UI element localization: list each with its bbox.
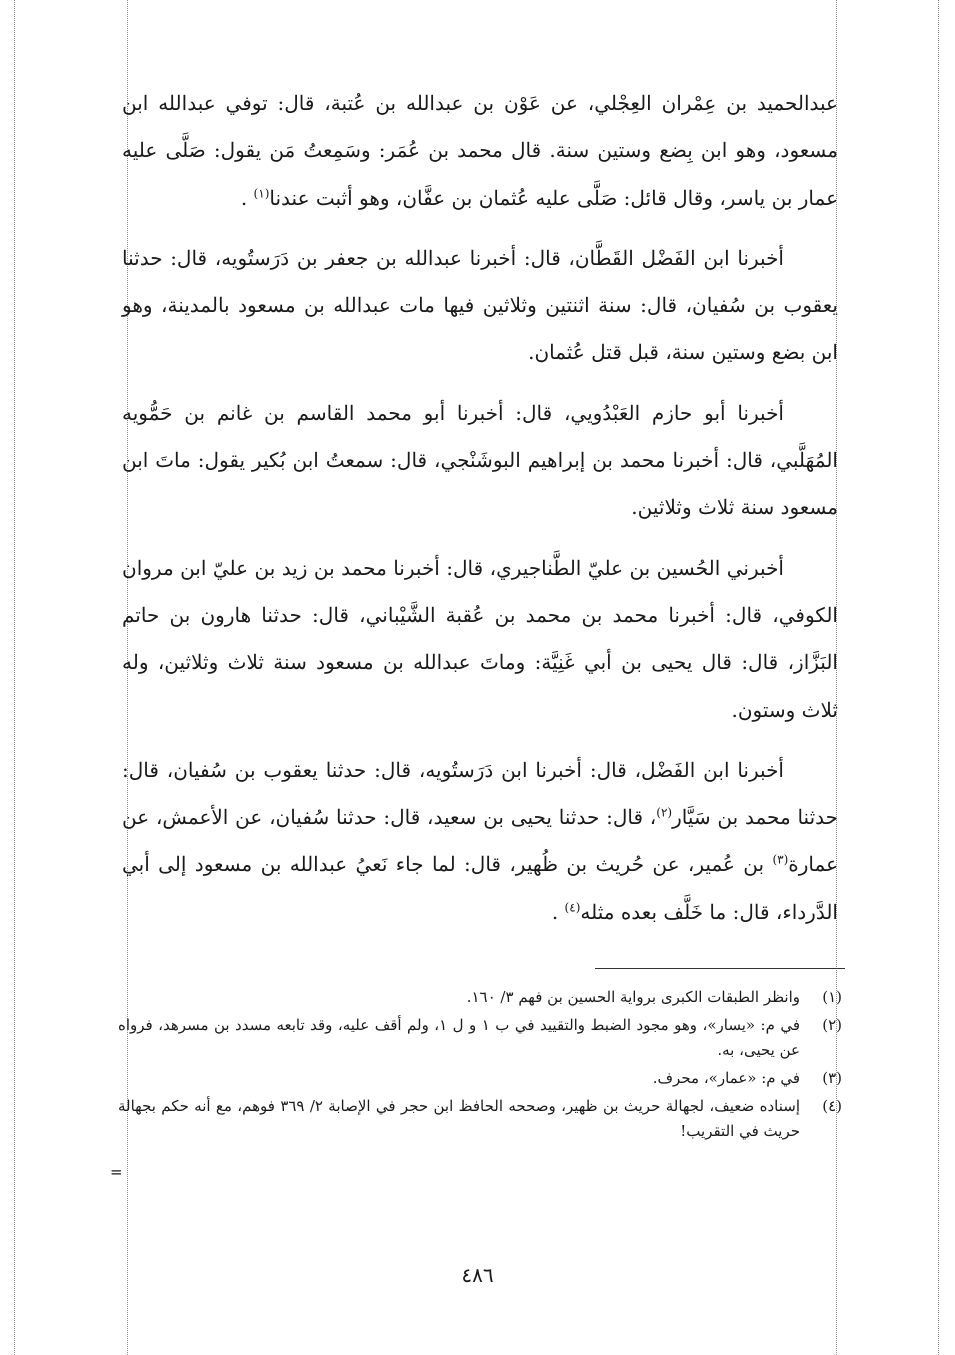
footnote-text: وانظر الطبقات الكبرى برواية الحسين بن فهم ٣/ ١٦٠. [466,988,800,1006]
continuation-mark: = [110,1163,123,1181]
footnote-separator [595,968,845,969]
footnotes [118,985,842,1147]
footnote-number: (٣) [822,1069,842,1087]
paragraph: أخبرني الحُسين بن عليّ الطَّناجيري، قال: أخبرنا محمد بن زيد بن عليّ ابن مروان الكوفي، قال: أخبرنا محمد بن محمد بن عُقبة الشَّيْباني، قال: حدثنا هارون بن حاتم البَزَّاز، قال: قال يحيى بن أبي غَنِيَّة: وماتَ عبدالله بن مسعود سنة ثلاث وثلاثين، وله ثلاث وستون. [122,555,838,722]
footnote-ref: (٣) [772,852,789,867]
footnote-ref: (١) [253,185,270,200]
footnote [118,1066,842,1091]
footnote-text: في م: «يسار»، وهو مجود الضبط والتقييد في ب ١ و ل ١، ولم أقف عليه، وقد تابعه مسدد بن مسرهد، فرواه عن يحيى، به. [118,1016,801,1059]
footnote [118,1013,842,1063]
margin-guide-line [14,0,15,1355]
paragraph: أخبرنا ابن الفَضْل، قال: أخبرنا ابن دَرَستُويه، قال: حدثنا يعقوب بن سُفيان، قال: حدثنا محمد بن سَيَّار$^{(٢)}$، قال: حدثنا يحيى بن سعيد، قال: حدثنا سُفيان، عن الأعمش، عن عمارة$^{(٣)}$ بن عُمير، عن حُريث بن ظُهير، قال: لما جاء نَعيُ عبدالله بن مسعود إلى أبي الدَّرداء، قال: ما خَلَّف بعده مثله$^{(٤)}$ . [122,757,839,924]
footnote-number: (٢) [822,1016,842,1034]
footnote-text: إسناده ضعيف، لجهالة حريث بن ظهير، وصححه الحافظ ابن حجر في الإصابة ٢/ ٣٦٩ فوهم، مع أنه حكم بجهالة حريث في التقريب! [118,1097,800,1140]
footnote [118,1094,842,1144]
footnote-number: (١) [822,988,842,1006]
footnote [118,985,842,1010]
footnote-ref: (٤) [564,900,581,915]
page-number: ٤٨٦ [461,1263,494,1287]
footnote-ref: (٢) [656,805,673,820]
margin-guide-line [938,0,939,1355]
footnote-number: (٤) [822,1097,842,1115]
paragraph: أخبرنا ابن الفَضْل القَطَّان، قال: أخبرنا عبدالله بن جعفر بن دَرَستُويه، قال: حدثنا يعقوب بن سُفيان، قال: سنة اثنتين وثلاثين فيها مات عبدالله بن مسعود بالمدينة، وهو ابن بضع وستين سنة، قبل قتل عُثمان. [122,245,838,365]
paragraph: أخبرنا أبو حازم العَبْدُويي، قال: أخبرنا أبو محمد القاسم بن غانم بن حَمُّويه المُهَلَّبي، قال: أخبرنا محمد بن إبراهيم البوشَنْجي، قال: سمعتُ ابن بُكير يقول: ماتَ ابن مسعود سنة ثلاث وثلاثين. [122,400,838,520]
footnote-text: في م: «عمار»، محرف. [652,1069,800,1087]
main-text [122,80,838,936]
paragraph: عبدالحميد بن عِمْران العِجْلي، عن عَوْن بن عبدالله بن عُتبة، قال: توفي عبدالله ابن مسعود، وهو ابن بِضع وستين سنة. قال محمد بن عُمَر: وسَمِعتُ مَن يقول: صَلَّى عليه عمار بن ياسر، وقال قائل: صَلَّى عليه عُثمان بن عفَّان، وهو أثبت عندنا$^{(١)}$ . [122,91,838,210]
